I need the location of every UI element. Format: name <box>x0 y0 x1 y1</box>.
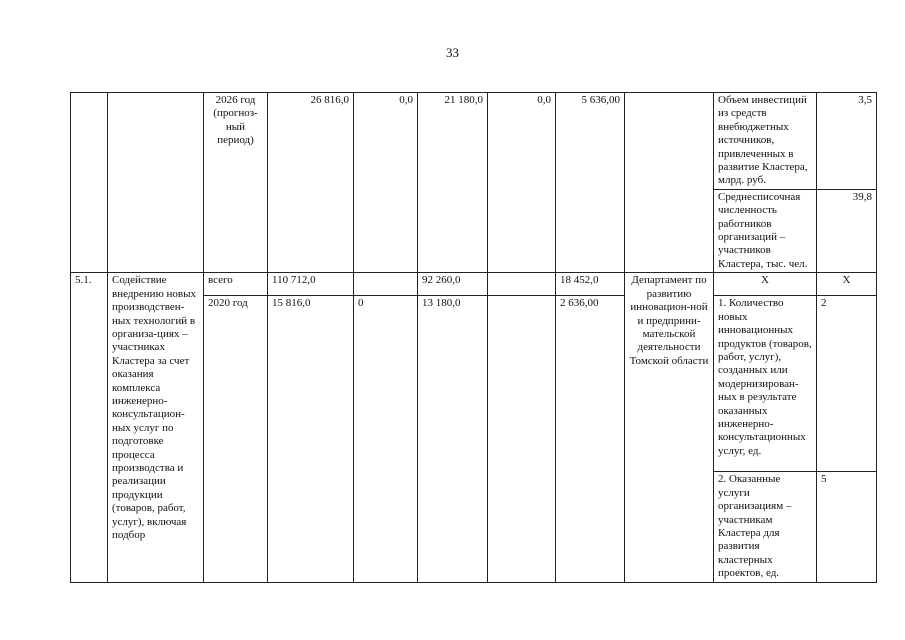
cell-number <box>71 93 108 273</box>
cell-indicator: Объем инвестиций из средств внебюджетных источников, привлеченных в развитие Кластера, млрд. руб. <box>714 93 817 190</box>
cell-name <box>108 93 204 273</box>
cell-indicator: Х <box>714 273 817 296</box>
cell-indicator-value: 3,5 <box>817 93 877 190</box>
cell-total: 26 816,0 <box>268 93 354 273</box>
cell-local <box>488 296 556 582</box>
cell-federal: 0 <box>354 296 418 582</box>
page-number: 33 <box>446 45 459 60</box>
cell-federal <box>354 273 418 296</box>
cell-executor <box>625 93 714 273</box>
cell-extra: 5 636,00 <box>556 93 625 273</box>
cell-indicator-value: 39,8 <box>817 189 877 272</box>
cell-name: Содействие внедрению новых производствен-ных технологий в организа-циях – участниках Кластера за счет оказания комплекса инженерно-консультацион-ных услуг по подготовке процесса производства и реализации продукции (товаров, работ, услуг), включая подбор <box>108 273 204 582</box>
cell-extra: 2 636,00 <box>556 296 625 582</box>
cell-period: 2026 год (прогноз- ный период) <box>204 93 268 273</box>
cell-indicator: 2. Оказанные услуги организациям – участникам Кластера для развития кластерных проектов, ед. <box>714 472 817 582</box>
cell-total: 110 712,0 <box>268 273 354 296</box>
cell-federal: 0,0 <box>354 93 418 273</box>
cell-total: 15 816,0 <box>268 296 354 582</box>
cell-extra: 18 452,0 <box>556 273 625 296</box>
program-table <box>70 92 877 583</box>
cell-local: 0,0 <box>488 93 556 273</box>
cell-period: всего <box>204 273 268 296</box>
table-row <box>71 93 877 190</box>
cell-indicator: Среднесписочная численность работников организаций – участников Кластера, тыс. чел. <box>714 189 817 272</box>
table-row <box>71 273 877 296</box>
cell-number: 5.1. <box>71 273 108 582</box>
cell-indicator-value: Х <box>817 273 877 296</box>
cell-regional: 13 180,0 <box>418 296 488 582</box>
cell-regional: 21 180,0 <box>418 93 488 273</box>
cell-regional: 92 260,0 <box>418 273 488 296</box>
cell-indicator-value: 5 <box>817 472 877 582</box>
cell-indicator-value: 2 <box>817 296 877 472</box>
cell-executor: Департамент по развитию инновацион-ной и предприни-мательской деятельности Томской области <box>625 273 714 582</box>
cell-indicator: 1. Количество новых инновационных продуктов (товаров, работ, услуг), созданных или модернизирован-ных в результате оказанных инженерно-консультационных услуг, ед. <box>714 296 817 472</box>
cell-local <box>488 273 556 296</box>
cell-period: 2020 год <box>204 296 268 582</box>
